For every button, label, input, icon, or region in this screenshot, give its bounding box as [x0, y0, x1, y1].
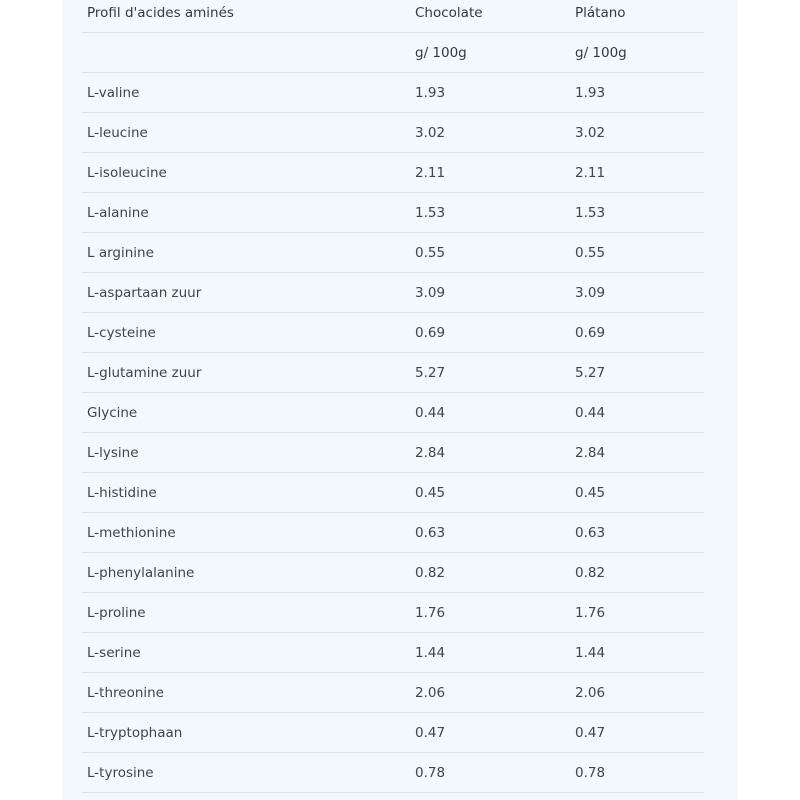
amino-acid-name: L-threonine: [87, 685, 164, 701]
amino-acid-name: L-leucine: [87, 125, 148, 141]
amino-acid-name: L-proline: [87, 605, 146, 621]
platano-value: 2.84: [575, 445, 606, 461]
table-body: [82, 73, 704, 793]
header-chocolate: Chocolate: [415, 5, 483, 21]
chocolate-value: 1.76: [415, 605, 446, 621]
chocolate-value: 2.11: [415, 165, 446, 181]
unit-platano: g/ 100g: [575, 45, 627, 61]
amino-acid-name: L-isoleucine: [87, 165, 167, 181]
platano-value: 3.02: [575, 125, 606, 141]
amino-acid-name: L-tryptophaan: [87, 725, 183, 741]
chocolate-value: 0.82: [415, 565, 446, 581]
amino-acid-name: L-cysteine: [87, 325, 156, 341]
chocolate-value: 2.84: [415, 445, 446, 461]
amino-acid-name: L-valine: [87, 85, 140, 101]
chocolate-value: 0.44: [415, 405, 446, 421]
table-row: [82, 633, 704, 673]
table-row: [82, 753, 704, 793]
platano-value: 0.63: [575, 525, 606, 541]
amino-acid-name: L-alanine: [87, 205, 149, 221]
header-name: Profil d'acides aminés: [87, 5, 234, 21]
amino-acid-name: L-glutamine zuur: [87, 365, 202, 381]
table-row: [82, 233, 704, 273]
table-row: [82, 553, 704, 593]
amino-acid-name: L-methionine: [87, 525, 176, 541]
table-row: [82, 73, 704, 113]
amino-acid-name: L-aspartaan zuur: [87, 285, 202, 301]
unit-chocolate: g/ 100g: [415, 45, 467, 61]
platano-value: 5.27: [575, 365, 606, 381]
amino-acid-name: L-tyrosine: [87, 765, 154, 781]
platano-value: 1.93: [575, 85, 606, 101]
amino-acid-name: L-histidine: [87, 485, 157, 501]
chocolate-value: 0.45: [415, 485, 446, 501]
table-row: [82, 473, 704, 513]
table-row: [82, 673, 704, 713]
header-platano: Plátano: [575, 5, 626, 21]
chocolate-value: 0.47: [415, 725, 446, 741]
table-row: [82, 593, 704, 633]
table-row: [82, 433, 704, 473]
platano-value: 2.06: [575, 685, 606, 701]
table-row: [82, 193, 704, 233]
chocolate-value: 2.06: [415, 685, 446, 701]
platano-value: 0.47: [575, 725, 606, 741]
table-row: [82, 113, 704, 153]
table-row: [82, 273, 704, 313]
table-header-row: [82, 0, 704, 33]
table-row: [82, 153, 704, 193]
amino-acid-name: L-lysine: [87, 445, 139, 461]
chocolate-value: 3.09: [415, 285, 446, 301]
table-row: [82, 513, 704, 553]
platano-value: 1.44: [575, 645, 606, 661]
table-row: [82, 353, 704, 393]
table-row: [82, 313, 704, 353]
chocolate-value: 0.78: [415, 765, 446, 781]
chocolate-value: 0.55: [415, 245, 446, 261]
chocolate-value: 1.53: [415, 205, 446, 221]
table-unit-row: [82, 33, 704, 73]
table-row: [82, 393, 704, 433]
platano-value: 0.44: [575, 405, 606, 421]
chocolate-value: 0.69: [415, 325, 446, 341]
platano-value: 3.09: [575, 285, 606, 301]
platano-value: 0.69: [575, 325, 606, 341]
amino-acid-table: [82, 0, 704, 793]
platano-value: 0.55: [575, 245, 606, 261]
chocolate-value: 3.02: [415, 125, 446, 141]
platano-value: 0.78: [575, 765, 606, 781]
amino-acid-name: Glycine: [87, 405, 138, 421]
platano-value: 1.76: [575, 605, 606, 621]
chocolate-value: 5.27: [415, 365, 446, 381]
platano-value: 0.45: [575, 485, 606, 501]
chocolate-value: 0.63: [415, 525, 446, 541]
chocolate-value: 1.93: [415, 85, 446, 101]
amino-acid-name: L-serine: [87, 645, 141, 661]
platano-value: 2.11: [575, 165, 606, 181]
amino-acid-name: L-phenylalanine: [87, 565, 195, 581]
table-row: [82, 713, 704, 753]
platano-value: 1.53: [575, 205, 606, 221]
platano-value: 0.82: [575, 565, 606, 581]
amino-acid-name: L arginine: [87, 245, 154, 261]
chocolate-value: 1.44: [415, 645, 446, 661]
